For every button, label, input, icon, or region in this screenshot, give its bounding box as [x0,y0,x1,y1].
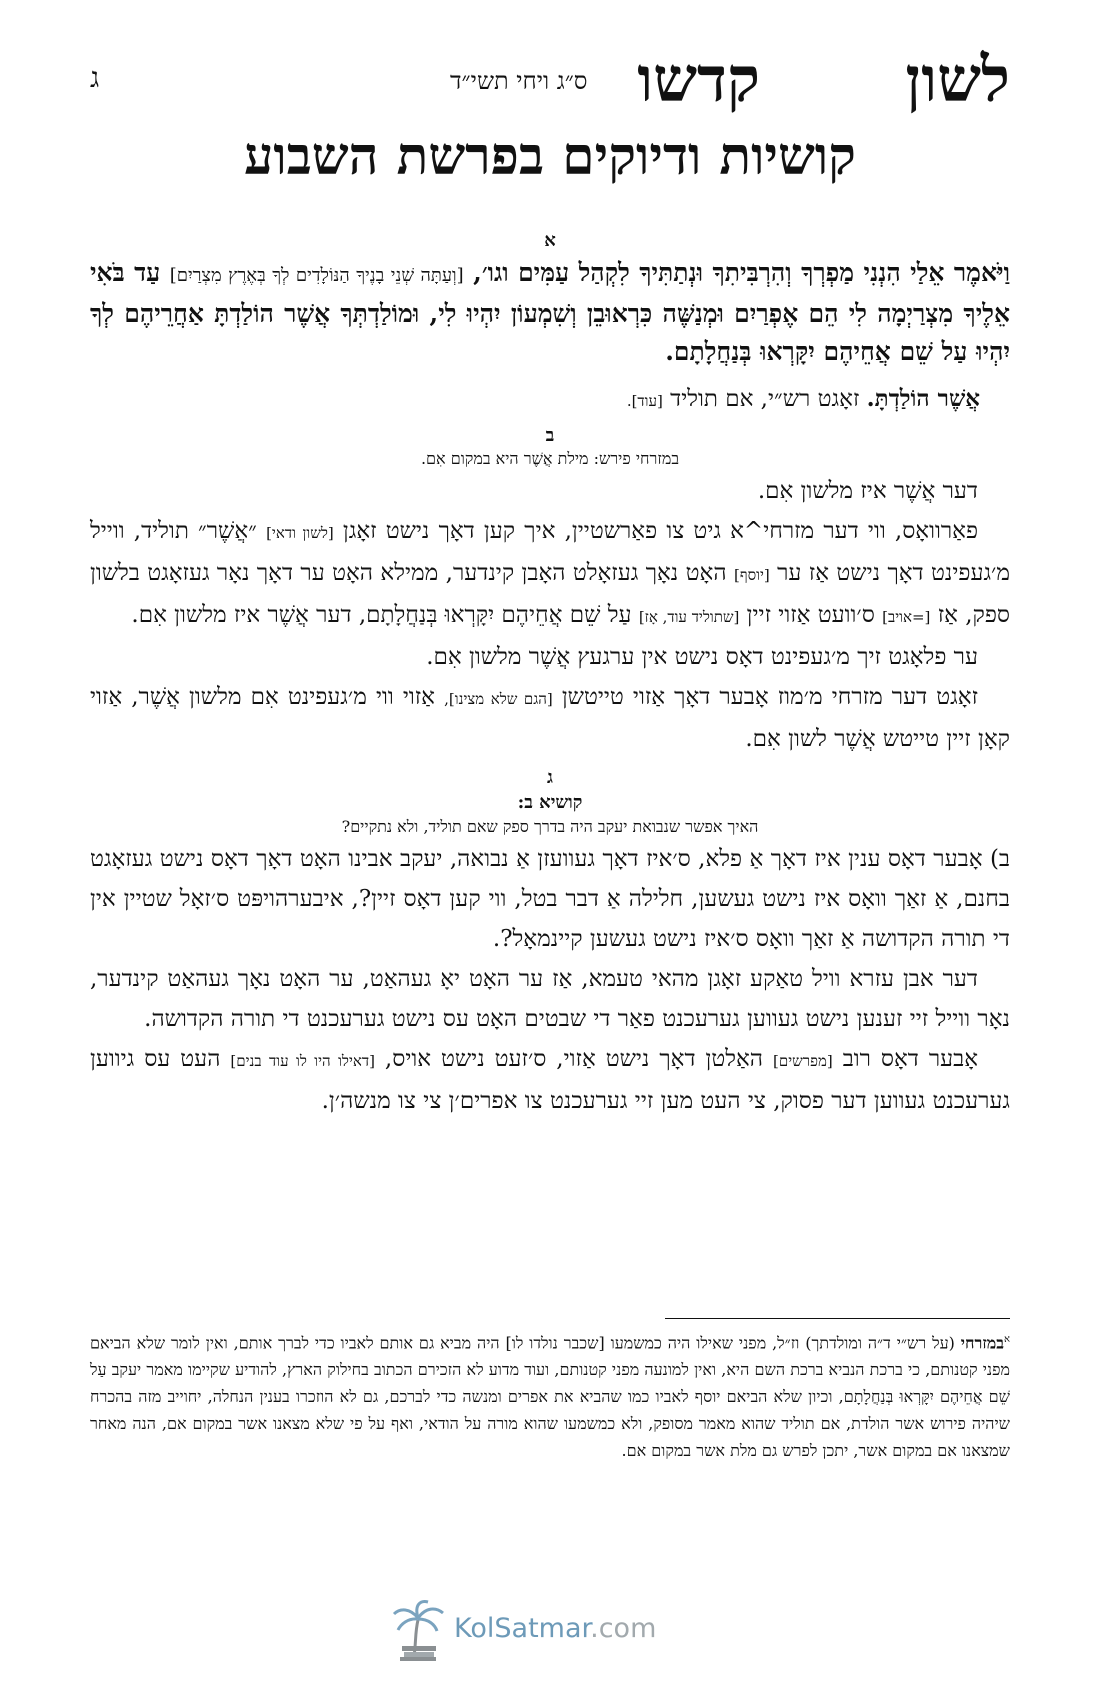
text-small: [מפרשים] [772,1052,833,1070]
verse-part: עַד בֹּאִי אֵלֶיךָ מִצְרַיְמָה לִי הֵם אֶפְרַיִם וּמְנַשֶּׁה כִּרְאוּבֵן וְשִׁמְעוֹן יִהְיוּ לִי, וּמוֹלַדְתְּךָ אֲשֶׁר הוֹלַדְתָּ אַחֲרֵיהֶם לְךָ יִהְיוּ עַל שֵׁם אֲחֵיהֶם יִקָּרְאוּ בְּנַחֲלָתָם. [90,258,1010,366]
text-run: פאַרוואָס, ווי דער מזרחי^א גיט צו פאַרשטיין, איך קען דאָך נישט זאָגן [342,518,979,544]
text-run: זאָגט דער מזרחי מ׳מוז אָבער דאָך אַזוי טייטשן [561,684,978,710]
main-column [90,230,1010,1430]
palm-tree-icon [388,1598,448,1662]
section-letter: ג [547,767,553,788]
footnote-lead: במזרחי [960,1333,1004,1353]
verse-text [90,254,1010,371]
masthead-word-left: קדשו [637,43,760,116]
text-run: אַזוי ווי מ׳געפינט אִם מלשון אֲשֶׁר, אַזוי קאָן זיין טייטש אֲשֶׁר לשון אִם. [90,684,1010,752]
rashi-bracket: [עוד]. [626,392,663,410]
paragraph: ב) אָבער דאָס ענין איז דאָך אַ פלא, ס׳איז דאָך געוועזן אַ נבואה, יעקב אבינו האָט דאָך דאָס נישט געזאָגט בחנם, אַ זאַך וואָס איז נישט געשען, חלילה אַ דבר בטל, ווי קען דאָס זיין?, איבערהויפּט ס׳זאָל שטיין אין די תורה הקדושה אַ זאַך וואָס ס׳איז נישט געשען קיינמאָל?. [90,846,1010,952]
text-run: העט עס גיווען גערעכנט געווען דער פסוק, צי העט מען זיי גערעכנט צו אפרים׳ן צי צו מנשה׳ן. [90,1046,1010,1114]
kushya-question: האיך אפשר שנבואת יעקב היה בדרך ספק שאם תוליד, ולא נתקיים? [341,817,759,836]
text-small: [לשון ודאי] [266,524,334,542]
paragraph: דער אֲשֶׁר איז מלשון אִם. [757,478,978,504]
mizrachi-citation: במזרחי פירש: מילת אֲשֶׁר היא במקום אִם. [420,449,680,468]
kolsatmar-logo [388,1598,657,1662]
rashi-text: זאָגט רש״י, אם תוליד [670,386,860,412]
text-run: עַל שֵׁם אֲחֵיהֶם יִקָּרְאוּ בְּנַחֲלָתָם, דער אֲשֶׁר איז מלשון אִם. [131,602,632,628]
verse-part: וַיֹּאמֶר אֵלַי הִנְנִי מַפְרְךָ וְהִרְבִּיתִךָ וּנְתַתִּיךָ לִקְהַל עַמִּים וגו׳, [473,258,1010,287]
masthead [90,40,1010,120]
logo-domain: .com [590,1613,657,1644]
text-small: [=אויב] [882,608,931,626]
text-run: האָט נאָך געזאָלט האָבן קינדער, ממילא האָט ער דאָך נאָר געזאָגט בלשון ספק, אַז [90,560,1010,628]
page-title: קושיות ודיוקים בפרשת השבוע [243,126,856,187]
section-letter: א [544,230,556,251]
footnote-divider [665,1318,1010,1319]
text-small: [שתוליד עוד, אָז] [638,608,740,626]
text-run: אָבער דאָס רוב [842,1046,979,1072]
verse-bracket: [וְעַתָּה שְׁנֵי בָנֶיךָ הַנּוֹלָדִים לְךָ בְּאֶרֶץ מִצְרַיִם] [169,265,464,286]
section-letter: ב [545,425,555,446]
paragraph: דער אבן עזרא וויל טאַקע זאָגן מהאי טעמא, אַז ער האָט יאָ געהאַט, ער האָט נאָך געהאַט קינדער, נאָר ווייל זיי זענען נישט געווען גערעכנט פאַר די שבטים האָט עס נישט גערעכנט די תורה הקדושה. [90,966,1010,1032]
page-number: ג [90,61,100,94]
paragraph: ער פלאָגט זיך מ׳געפינט דאָס נישט אין ערגעץ אֲשֶׁר מלשון אִם. [426,644,978,670]
text-small: [יוסף] [733,566,770,584]
rashi-lemma: אֲשֶׁר הוֹלַדְתָּ. [866,385,980,412]
text-small: [דאילו היו לו עוד בנים] [230,1052,375,1070]
footnote-marker: א [1003,1334,1010,1345]
issue-label: ס״ג ויחי תשי״ד [450,67,588,95]
paragraph [90,1039,1010,1121]
paragraph [90,511,1010,637]
masthead-word-right: לשון [905,43,1010,116]
footnote-text: (על רש״י ד״ה ומולדתך) וז״ל, מפני שאילו היה כמשמעו [שכבר נולדו לו] היה מביא גם אותם לאביו כדי לברך אותם, ואין לומר שלא הביאם מפני קטנותם, כי ברכת הנביא ברכת השם היא, ואין למונעה מפני קטנותם, ועוד מדוע לא הזכירם הכתוב בחילוק הארץ, להודיע שקיימו מאמר יעקב עַל שֵׁם אֲחֵיהֶם יִקָּרְאוּ בְּנַחֲלָתָם, וכיון שלא הביאם יוסף לאביו כמו שהביא את אפרים ומנשה כדי לברכם, גם לא הוזכרו בענין הנחלה, יחוייב מזה בהכרח שיהיה פירוש אשר הולדת, אם תוליד שהוא מאמר מסופק, ולא כמשמעו שהוא מורה על הודאי, ואף על פי שלא מצאנו אשר במקום אם, הנה מאחר שמצאנו אם במקום אשר, יתכן לפרש גם מלת אשר במקום אם. [90,1333,1010,1461]
text-run: ס׳וועט אַזוי זיין [746,602,875,628]
rashi-quote [90,381,980,419]
text-run: האַלטן דאָך נישט אַזוי, ס׳זעט נישט אויס, [384,1046,764,1072]
logo-text [454,1612,656,1646]
text-small: [הגם שלא מצינו], [444,690,553,708]
text-run: ״אֲשֶׁר״ תוליד, ווייל מ׳געפינט דאָך נישט אַז ער [90,518,1010,586]
footnote [90,1326,1010,1464]
kushya-heading: קושיא ב: [517,792,583,813]
paragraph [90,677,1010,759]
logo-name: KolSatmar [454,1613,591,1644]
